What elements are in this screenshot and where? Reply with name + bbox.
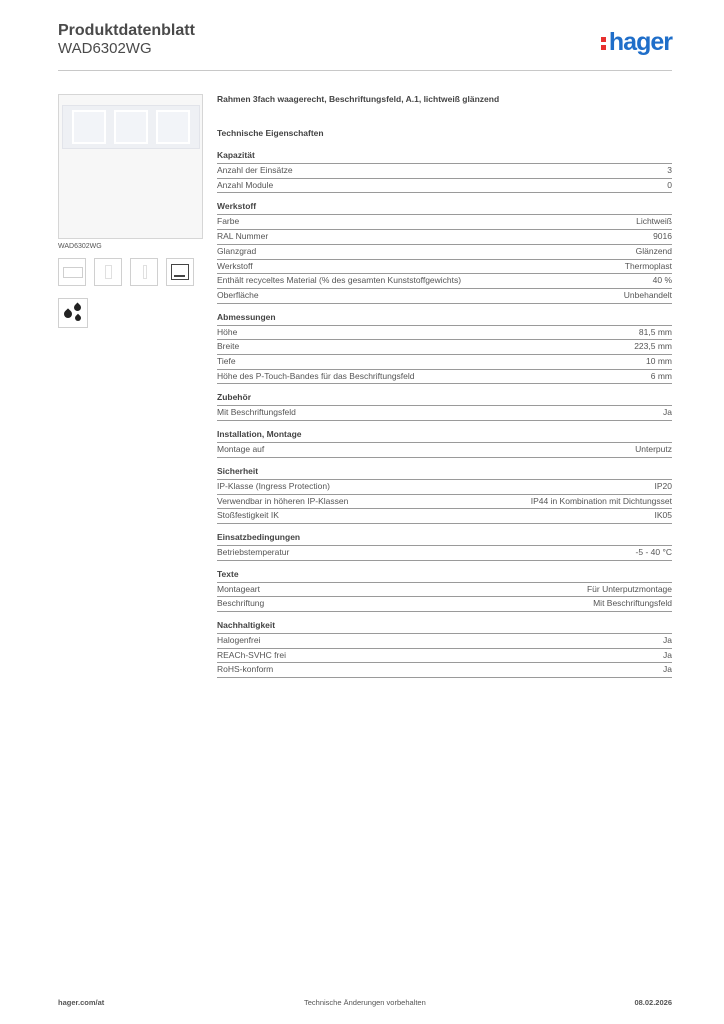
thumbnail-row	[58, 258, 203, 286]
property-row	[217, 274, 672, 289]
property-label: Mit Beschriftungsfeld	[217, 407, 296, 418]
property-section	[217, 392, 672, 421]
section-title: Werkstoff	[217, 201, 672, 215]
frame-illustration	[62, 105, 200, 149]
section-title: Installation, Montage	[217, 429, 672, 443]
property-row	[217, 406, 672, 421]
product-number: WAD6302WG	[58, 40, 152, 57]
property-value: 0	[667, 179, 672, 190]
section-title: Sicherheit	[217, 466, 672, 480]
property-row	[217, 583, 672, 598]
property-row	[217, 215, 672, 230]
property-label: Beschriftung	[217, 598, 265, 609]
property-value: 81,5 mm	[638, 326, 672, 337]
property-value: Für Unterputzmontage	[586, 583, 672, 594]
property-row	[217, 663, 672, 678]
property-value: 10 mm	[646, 356, 672, 367]
section-title: Einsatzbedingungen	[217, 532, 672, 546]
property-label: RoHS-konform	[217, 664, 274, 675]
property-value: IP20	[654, 480, 672, 491]
property-label: Montage auf	[217, 444, 265, 455]
switch-insert-icon	[94, 258, 122, 286]
property-label: RAL Nummer	[217, 231, 269, 242]
image-caption: WAD6302WG	[58, 243, 102, 250]
frame-slot	[72, 110, 106, 144]
property-value: 223,5 mm	[634, 341, 672, 352]
frame-3fach-icon	[58, 258, 86, 286]
footer-date: 08.02.2026	[634, 998, 672, 1007]
logo-text: hager	[608, 28, 672, 56]
property-label: Montageart	[217, 583, 260, 594]
property-value: Thermoplast	[624, 260, 672, 271]
label-field-icon	[166, 258, 194, 286]
property-label: Werkstoff	[217, 260, 253, 271]
insert-blank-icon	[130, 258, 158, 286]
property-row	[217, 546, 672, 561]
property-row	[217, 597, 672, 612]
property-row	[217, 649, 672, 664]
page-title: Produktdatenblatt	[58, 22, 195, 39]
property-row	[217, 289, 672, 304]
property-section	[217, 201, 672, 303]
property-label: Anzahl der Einsätze	[217, 165, 293, 175]
property-value: Lichtweiß	[636, 216, 672, 227]
property-label: Enthält recyceltes Material (% des gesamten Kunststoffgewichts)	[217, 275, 462, 286]
property-row	[217, 179, 672, 194]
property-value: 40 %	[652, 275, 672, 286]
property-label: Höhe des P-Touch-Bandes für das Beschriftungsfeld	[217, 370, 415, 381]
property-label: Betriebstemperatur	[217, 546, 290, 557]
property-row	[217, 260, 672, 275]
property-row	[217, 164, 672, 179]
property-row	[217, 634, 672, 649]
property-value: Mit Beschriftungsfeld	[593, 598, 672, 609]
property-label: Glanzgrad	[217, 245, 257, 256]
properties-heading: Technische Eigenschaften	[217, 128, 324, 138]
footer-website: hager.com/at	[58, 998, 105, 1007]
property-section	[217, 569, 672, 612]
section-title: Abmessungen	[217, 312, 672, 326]
property-section	[217, 150, 672, 193]
property-value: Ja	[663, 649, 672, 660]
property-value: Glänzend	[635, 245, 672, 256]
property-value: Ja	[663, 407, 672, 418]
property-row	[217, 245, 672, 260]
frame-slot	[156, 110, 190, 144]
property-value: 3	[667, 165, 672, 175]
property-value: Unterputz	[635, 444, 672, 455]
water-drops-icon	[58, 298, 88, 328]
footer-disclaimer: Technische Änderungen vorbehalten	[304, 998, 426, 1007]
property-section	[217, 429, 672, 458]
property-section	[217, 532, 672, 561]
property-value: Unbehandelt	[623, 289, 672, 300]
frame-slot	[114, 110, 148, 144]
property-value: IP44 in Kombination mit Dichtungsset	[530, 495, 672, 506]
property-row	[217, 370, 672, 385]
page-header	[58, 22, 672, 71]
property-label: IP-Klasse (Ingress Protection)	[217, 480, 330, 491]
properties-sections	[217, 150, 672, 678]
property-value: 9016	[653, 231, 672, 242]
property-row	[217, 230, 672, 245]
product-sidebar	[58, 94, 203, 328]
property-row	[217, 495, 672, 510]
property-label: Verwendbar in höheren IP-Klassen	[217, 495, 349, 506]
property-label: Farbe	[217, 216, 240, 227]
property-section	[217, 312, 672, 385]
product-description: Rahmen 3fach waagerecht, Beschriftungsfeld, A.1, lichtweiß glänzend	[217, 94, 500, 104]
hager-logo	[601, 28, 672, 57]
property-value: IK05	[654, 510, 672, 521]
property-row	[217, 355, 672, 370]
property-section	[217, 620, 672, 678]
section-title: Texte	[217, 569, 672, 583]
property-row	[217, 509, 672, 524]
property-label: Oberfläche	[217, 289, 259, 300]
property-row	[217, 443, 672, 458]
product-image	[58, 94, 203, 239]
property-row	[217, 340, 672, 355]
section-title: Nachhaltigkeit	[217, 620, 672, 634]
property-label: Höhe	[217, 326, 238, 337]
property-row	[217, 326, 672, 341]
property-label: Stoßfestigkeit IK	[217, 510, 279, 521]
property-row	[217, 480, 672, 495]
properties-content	[217, 94, 672, 686]
property-value: -5 - 40 °C	[635, 546, 672, 557]
section-title: Kapazität	[217, 150, 672, 164]
property-label: REACh-SVHC frei	[217, 649, 286, 660]
property-value: Ja	[663, 635, 672, 646]
property-section	[217, 466, 672, 524]
logo-colon-icon	[601, 37, 607, 51]
property-value: Ja	[663, 664, 672, 675]
property-label: Halogenfrei	[217, 635, 261, 646]
property-value: 6 mm	[650, 370, 672, 381]
property-label: Breite	[217, 341, 240, 352]
section-title: Zubehör	[217, 392, 672, 406]
property-label: Tiefe	[217, 356, 236, 367]
property-label: Anzahl Module	[217, 179, 274, 190]
